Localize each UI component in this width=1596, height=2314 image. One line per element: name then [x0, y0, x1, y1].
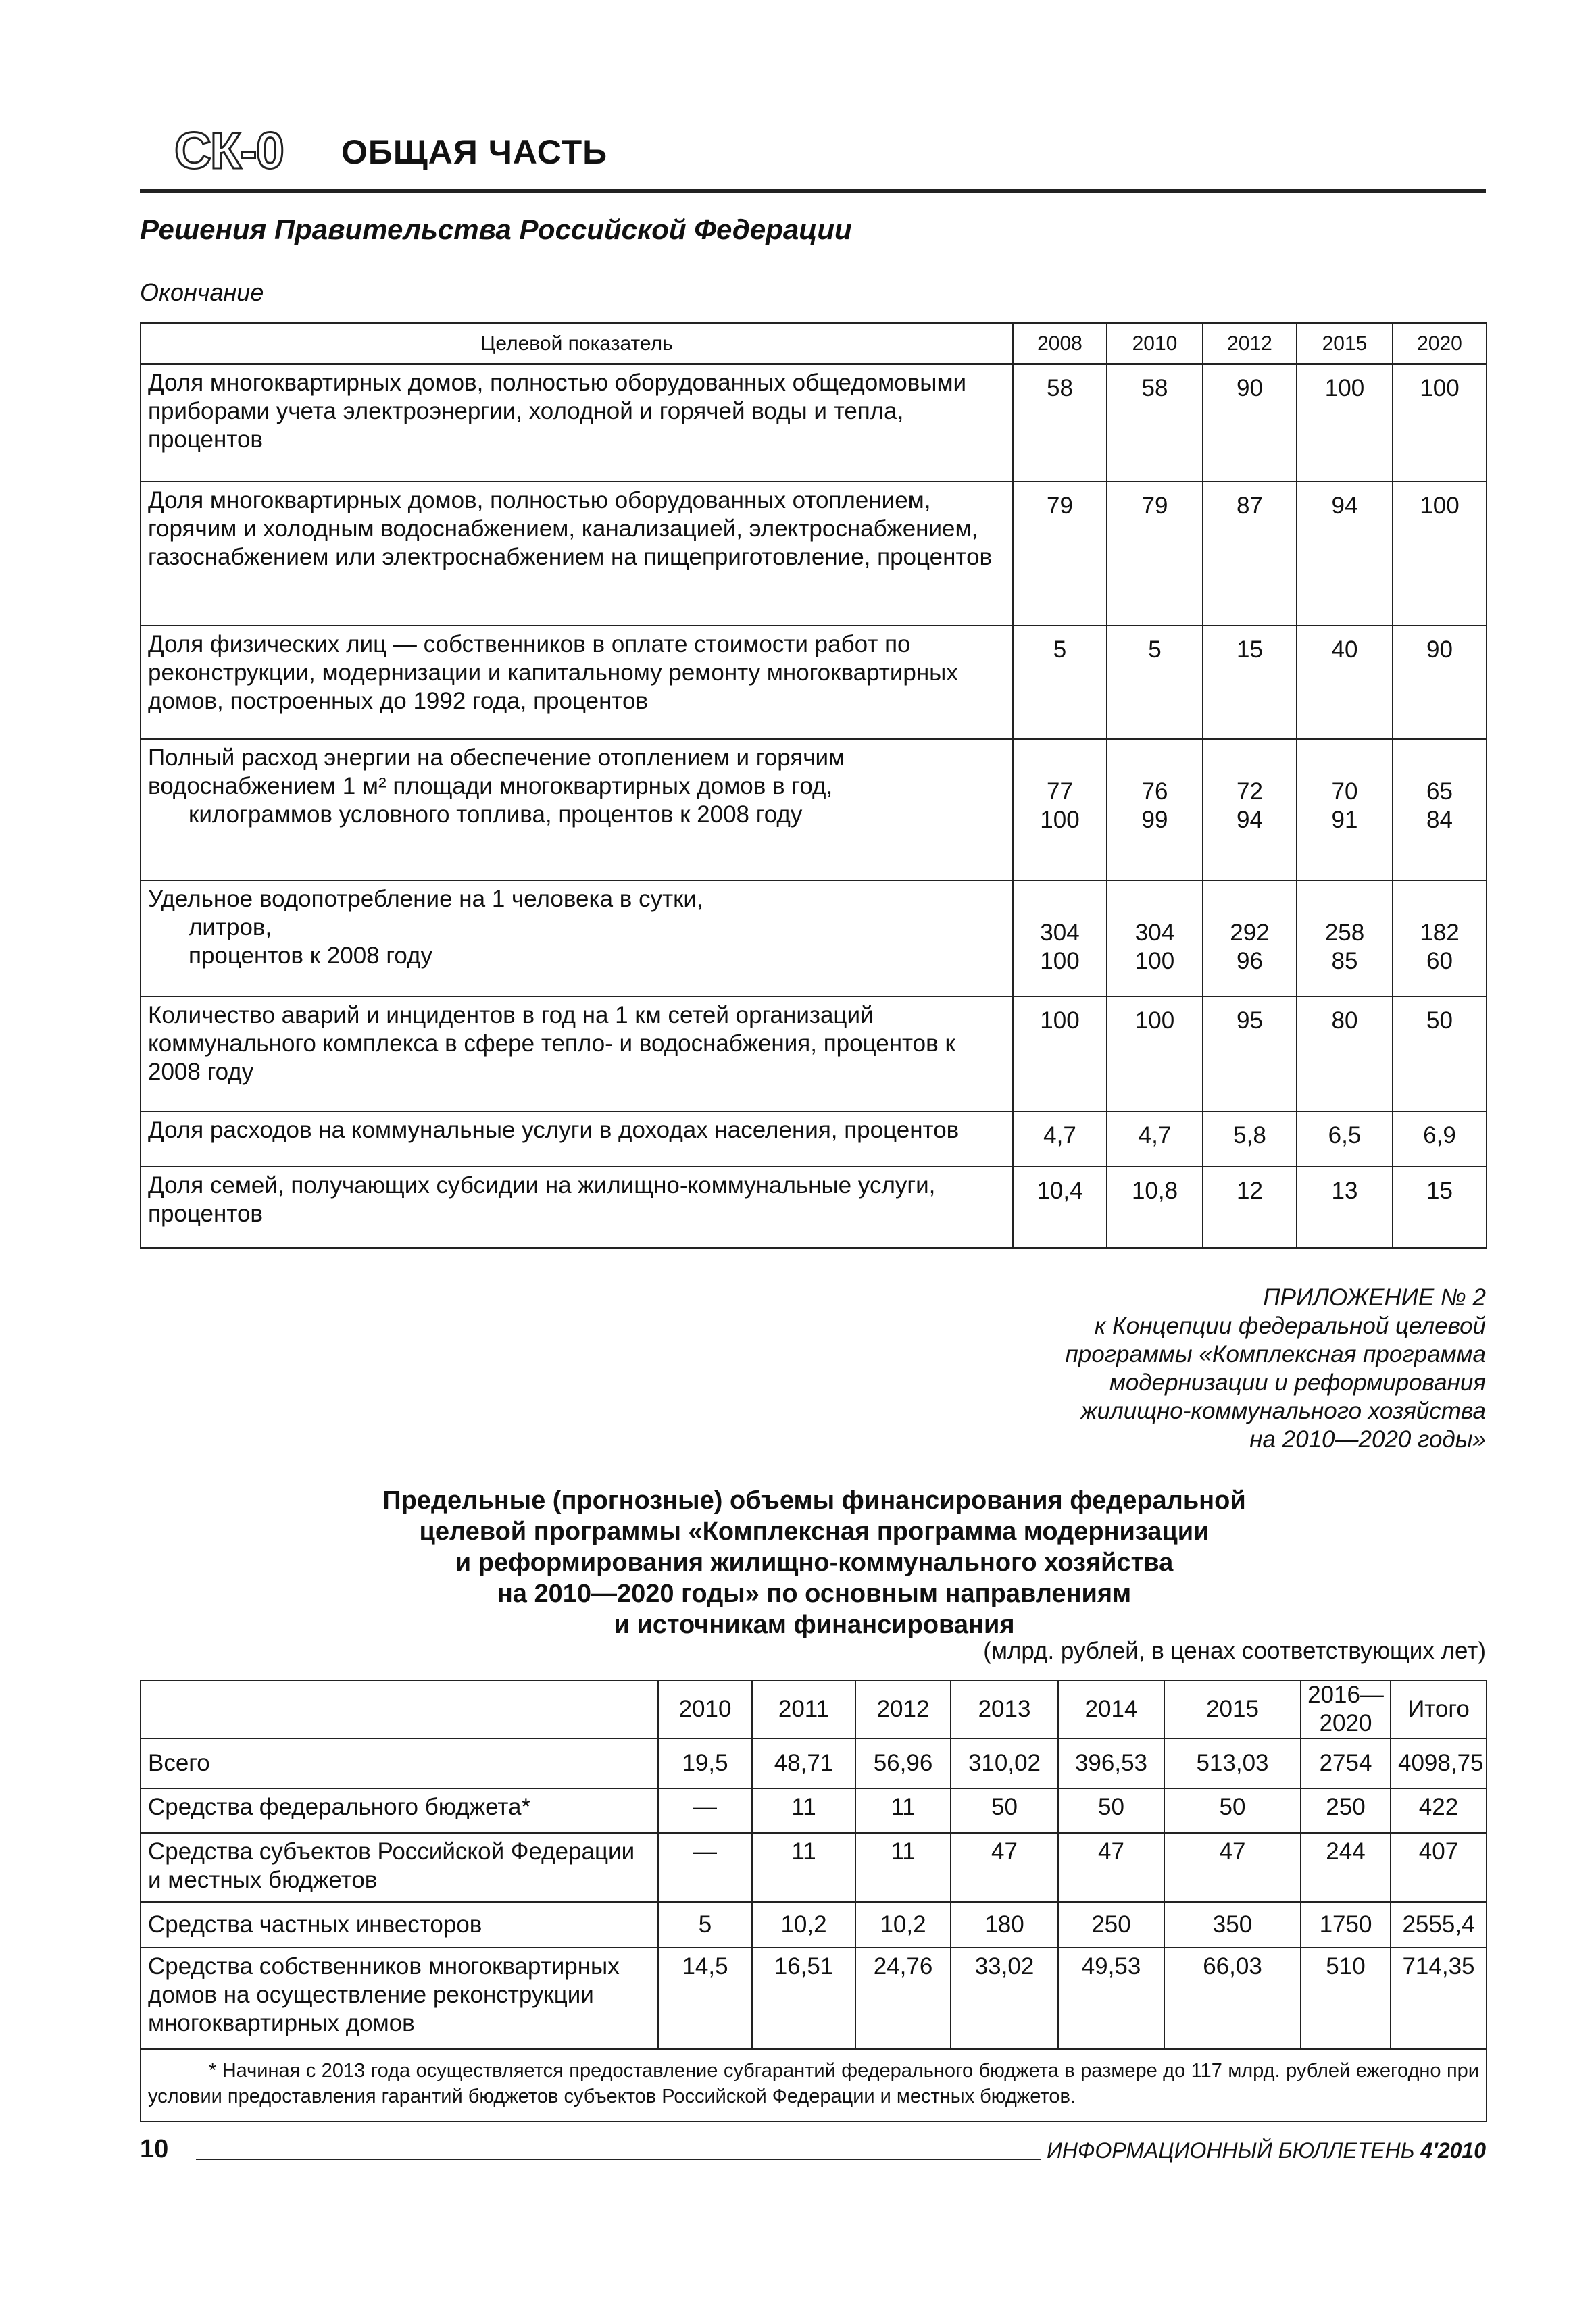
value-cell: 292 96	[1203, 880, 1297, 997]
value-cell: 2754	[1301, 1738, 1391, 1788]
appendix-line: ПРИЛОЖЕНИЕ № 2	[1263, 1284, 1486, 1311]
value-cell: 350	[1164, 1902, 1301, 1948]
value-cell: 79	[1013, 482, 1107, 626]
value-cell: 407	[1391, 1833, 1487, 1902]
section-logo: СК-0	[174, 122, 283, 180]
table-row	[141, 1111, 1487, 1167]
indicator-sublabel: литров,	[189, 914, 272, 940]
column-header: 2011	[752, 1680, 855, 1738]
value-cell: 100	[1107, 997, 1203, 1111]
indicator-label: Доля многоквартирных домов, полностью оборудованных общедомовыми приборами учета электроэнергии, холодной и горячей воды и тепла, процентов	[148, 370, 967, 453]
value-cell: 56,96	[855, 1738, 951, 1788]
value-cell: 70 91	[1297, 739, 1393, 880]
table-row	[141, 482, 1487, 626]
table-row	[141, 1738, 1487, 1788]
value-cell: 100	[1013, 997, 1107, 1111]
indicator-cell	[141, 626, 1013, 739]
appendix-note	[878, 1284, 1486, 1454]
value-cell: 6,5	[1297, 1111, 1393, 1167]
financing-title	[236, 1485, 1392, 1640]
table-row	[141, 626, 1487, 739]
indicator-label: Количество аварий и инцидентов в год на 1 км сетей организаций коммунального комплекса в сфере тепло- и водоснабжения, процентов к 2008 году	[148, 1002, 955, 1085]
value-cell: 77 100	[1013, 739, 1107, 880]
column-header: Итого	[1391, 1680, 1487, 1738]
column-header: 2008	[1013, 323, 1107, 364]
value-cell: 80	[1297, 997, 1393, 1111]
targets-table	[140, 322, 1487, 1249]
indicator-label: Полный расход энергии на обеспечение отоплением и горячим водоснабжением 1 м² площади многоквартирных домов в год,	[148, 745, 845, 799]
journal-name	[1047, 2138, 1486, 2163]
footnote: * Начиная с 2013 года осуществляется предоставление субгарантий федерального бюджета в размере до 117 млрд. рублей ежегодно при условии предоставления гарантий бюджетов субъектов Российской Федерации и местных бюджетов.	[141, 2049, 1487, 2121]
appendix-line: жилищно-коммунального хозяйства	[1080, 1398, 1486, 1424]
appendix-line: модернизации и реформирования	[1109, 1369, 1486, 1396]
table-header-row	[141, 1680, 1487, 1738]
source-label: Всего	[141, 1738, 658, 1788]
column-header: 2012	[1203, 323, 1297, 364]
value-cell: 50	[1393, 997, 1487, 1111]
value-cell: 310,02	[951, 1738, 1058, 1788]
footnote-row	[141, 2049, 1487, 2121]
table-row	[141, 364, 1487, 482]
table-row	[141, 880, 1487, 997]
value-cell: 87	[1203, 482, 1297, 626]
source-label: Средства федерального бюджета*	[141, 1788, 658, 1833]
value-cell: 11	[752, 1788, 855, 1833]
value-cell: 11	[855, 1833, 951, 1902]
indicator-cell	[141, 364, 1013, 482]
value-cell: 47	[1058, 1833, 1164, 1902]
value-cell: 90	[1393, 626, 1487, 739]
indicator-cell	[141, 880, 1013, 997]
value-cell: 10,4	[1013, 1167, 1107, 1248]
indicator-label: Доля расходов на коммунальные услуги в доходах населения, процентов	[148, 1117, 959, 1143]
indicator-label: Удельное водопотребление на 1 человека в сутки,	[148, 886, 703, 912]
indicator-sublabel: процентов к 2008 году	[189, 942, 432, 969]
value-cell: 396,53	[1058, 1738, 1164, 1788]
value-cell: 58	[1013, 364, 1107, 482]
value-cell: 16,51	[752, 1948, 855, 2049]
column-header: Целевой показатель	[141, 323, 1013, 364]
title-line: и реформирования жилищно-коммунального хозяйства	[455, 1549, 1174, 1577]
table-row	[141, 1833, 1487, 1902]
appendix-line: на 2010—2020 годы»	[1249, 1426, 1486, 1453]
value-cell: 58	[1107, 364, 1203, 482]
value-cell: 304 100	[1107, 880, 1203, 997]
value-cell: 12	[1203, 1167, 1297, 1248]
value-cell: 65 84	[1393, 739, 1487, 880]
value-cell: 49,53	[1058, 1948, 1164, 2049]
value-cell: 10,8	[1107, 1167, 1203, 1248]
column-header: 2015	[1164, 1680, 1301, 1738]
value-cell: 11	[752, 1833, 855, 1902]
value-cell: 19,5	[658, 1738, 752, 1788]
page-subtitle: Решения Правительства Российской Федерации	[140, 213, 852, 245]
indicator-cell	[141, 997, 1013, 1111]
column-header: 2020	[1393, 323, 1487, 364]
value-cell: 2555,4	[1391, 1902, 1487, 1948]
value-cell: 244	[1301, 1833, 1391, 1902]
financing-table	[140, 1680, 1487, 2122]
value-cell: 510	[1301, 1948, 1391, 2049]
indicator-cell	[141, 1111, 1013, 1167]
value-cell: 48,71	[752, 1738, 855, 1788]
column-header	[141, 1680, 658, 1738]
value-cell: 5,8	[1203, 1111, 1297, 1167]
value-cell: 714,35	[1391, 1948, 1487, 2049]
value-cell: 4,7	[1013, 1111, 1107, 1167]
value-cell: 250	[1301, 1788, 1391, 1833]
value-cell: 513,03	[1164, 1738, 1301, 1788]
column-header: 2014	[1058, 1680, 1164, 1738]
value-cell: 182 60	[1393, 880, 1487, 997]
indicator-label: Доля многоквартирных домов, полностью оборудованных отоплением, горячим и холодным водоснабжением, канализацией, электроснабжением, газоснабжением или электроснабжением на пищеприготовление, процентов	[148, 487, 993, 570]
value-cell: 33,02	[951, 1948, 1058, 2049]
column-header: 2010	[1107, 323, 1203, 364]
value-cell: 50	[1058, 1788, 1164, 1833]
table-row	[141, 1788, 1487, 1833]
value-cell: 6,9	[1393, 1111, 1487, 1167]
value-cell: 250	[1058, 1902, 1164, 1948]
title-line: Предельные (прогнозные) объемы финансирования федеральной	[382, 1486, 1246, 1515]
value-cell: —	[658, 1788, 752, 1833]
indicator-sublabel: килограммов условного топлива, процентов к 2008 году	[189, 801, 803, 828]
column-header: 2012	[855, 1680, 951, 1738]
source-label: Средства субъектов Российской Федерации и местных бюджетов	[141, 1833, 658, 1902]
column-header: 2013	[951, 1680, 1058, 1738]
continuation-label: Окончание	[140, 278, 264, 306]
title-line: и источникам финансирования	[614, 1611, 1015, 1639]
value-cell: 79	[1107, 482, 1203, 626]
value-cell: 15	[1393, 1167, 1487, 1248]
value-cell: 422	[1391, 1788, 1487, 1833]
value-cell: 47	[951, 1833, 1058, 1902]
value-cell: 76 99	[1107, 739, 1203, 880]
units-note: (млрд. рублей, в ценах соответствующих лет)	[983, 1638, 1486, 1664]
journal-title: ИНФОРМАЦИОННЫЙ БЮЛЛЕТЕНЬ	[1047, 2138, 1415, 2163]
indicator-label: Доля физических лиц — собственников в оплате стоимости работ по реконструкции, модернизации и капитальному ремонту многоквартирных домов, построенных до 1992 года, процентов	[148, 631, 958, 714]
value-cell: 66,03	[1164, 1948, 1301, 2049]
column-header: 2016—2020	[1301, 1680, 1391, 1738]
value-cell: 100	[1297, 364, 1393, 482]
page-number: 10	[140, 2135, 169, 2163]
source-label: Средства частных инвесторов	[141, 1902, 658, 1948]
table-row	[141, 1167, 1487, 1248]
header-rule	[140, 189, 1486, 193]
title-line: на 2010—2020 годы» по основным направлениям	[497, 1580, 1132, 1608]
value-cell: 10,2	[855, 1902, 951, 1948]
indicator-label: Доля семей, получающих субсидии на жилищно-коммунальные услуги, процентов	[148, 1172, 936, 1227]
value-cell: 100	[1393, 364, 1487, 482]
value-cell: 47	[1164, 1833, 1301, 1902]
source-label: Средства собственников многоквартирных домов на осуществление реконструкции многоквартирных домов	[141, 1948, 658, 2049]
table-row	[141, 1902, 1487, 1948]
value-cell: 1750	[1301, 1902, 1391, 1948]
value-cell: —	[658, 1833, 752, 1902]
column-header: 2015	[1297, 323, 1393, 364]
value-cell: 14,5	[658, 1948, 752, 2049]
table-row	[141, 739, 1487, 880]
section-title: ОБЩАЯ ЧАСТЬ	[341, 133, 608, 171]
value-cell: 304 100	[1013, 880, 1107, 997]
value-cell: 11	[855, 1788, 951, 1833]
footer-rule	[196, 2159, 1041, 2160]
value-cell: 15	[1203, 626, 1297, 739]
appendix-line: к Концепции федеральной целевой	[1094, 1313, 1486, 1339]
value-cell: 100	[1393, 482, 1487, 626]
value-cell: 90	[1203, 364, 1297, 482]
value-cell: 258 85	[1297, 880, 1393, 997]
value-cell: 4,7	[1107, 1111, 1203, 1167]
value-cell: 10,2	[752, 1902, 855, 1948]
appendix-line: программы «Комплексная программа	[1065, 1341, 1486, 1367]
column-header: 2010	[658, 1680, 752, 1738]
value-cell: 24,76	[855, 1948, 951, 2049]
value-cell: 72 94	[1203, 739, 1297, 880]
value-cell: 13	[1297, 1167, 1393, 1248]
indicator-cell	[141, 739, 1013, 880]
title-line: целевой программы «Комплексная программа модернизации	[419, 1517, 1210, 1546]
value-cell: 94	[1297, 482, 1393, 626]
value-cell: 180	[951, 1902, 1058, 1948]
table-row	[141, 1948, 1487, 2049]
value-cell: 5	[1013, 626, 1107, 739]
journal-issue: 4'2010	[1420, 2138, 1486, 2163]
value-cell: 5	[1107, 626, 1203, 739]
value-cell: 50	[1164, 1788, 1301, 1833]
value-cell: 5	[658, 1902, 752, 1948]
value-cell: 4098,75	[1391, 1738, 1487, 1788]
value-cell: 95	[1203, 997, 1297, 1111]
table-header-row	[141, 323, 1487, 364]
indicator-cell	[141, 1167, 1013, 1248]
table-row	[141, 997, 1487, 1111]
indicator-cell	[141, 482, 1013, 626]
value-cell: 40	[1297, 626, 1393, 739]
value-cell: 50	[951, 1788, 1058, 1833]
